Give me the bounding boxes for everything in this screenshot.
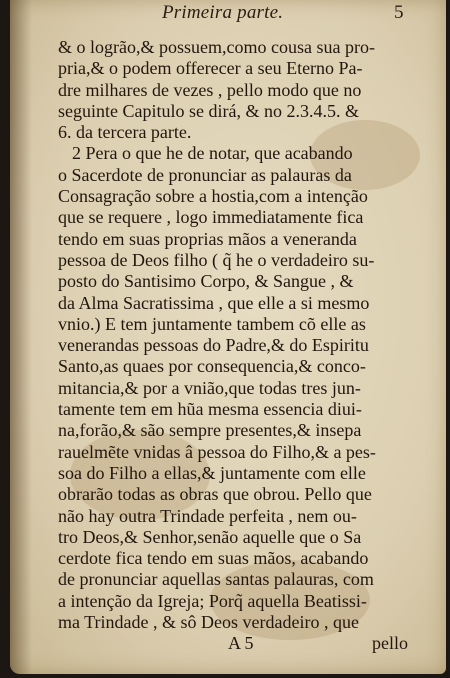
text-line: obrarão todas as obras que obrou. Pello que (58, 484, 372, 505)
text-line: vnio.) E tem juntamente tambem cõ elle as (58, 313, 366, 334)
text-line: de pronunciar aquellas santas palauras, com (58, 569, 374, 590)
text-line: mitancia,& por a vnião,que todas tres jun- (58, 377, 361, 398)
text-line: que se requere , logo immediatamente fica (58, 207, 364, 228)
text-line: soa do Filho a ellas,& juntamente com elle (58, 462, 366, 483)
text-line: tro Deos,& Senhor,senão aquelle que o Sa (58, 526, 362, 547)
text-line: & o logrão,& possuem,como cousa sua pro- (58, 37, 375, 57)
text-line: dre milhares de vezes , pello modo que no (58, 79, 362, 100)
text-line: venerandas pessoas do Padre,& do Espiritu (58, 335, 369, 356)
text-line: seguinte Capitulo se dirá, & no 2.3.4.5. & (58, 100, 359, 121)
text-line: tendo em suas proprias mãos a veneranda (58, 228, 357, 249)
text-line: na,forão,& são sempre presentes,& insepa (58, 420, 362, 441)
catchword: pello (372, 633, 408, 654)
text-line: ma Trindade , & sô Deos verdadeiro , que (58, 612, 359, 633)
text-line: a intenção da Igreja; Porq̃ aquella Beatissi- (58, 590, 367, 611)
text-line: rauelmẽte vnidas â pessoa do Filho,& a pes- (58, 441, 376, 462)
text-line: 6. da tercera parte. (58, 122, 192, 143)
text-line: posto do Santisimo Corpo, & Sangue , & (58, 271, 354, 292)
page-gutter-shadow (10, 0, 32, 674)
text-line: não hay outra Trindade perfeita , nem ou- (58, 505, 357, 526)
running-head: Primeira parte. (162, 2, 284, 23)
text-line: cerdote fica tendo em suas mãos, acabando (58, 548, 369, 569)
text-line: Consagração sobre a hostia,com a intenção (58, 186, 368, 207)
text-line: 2 Pera o que he de notar, que acabando (72, 143, 353, 164)
text-line: da Alma Sacratissima , que elle a si mesmo (58, 292, 370, 313)
footer-line (58, 633, 418, 654)
text-line: tamente tem em hũa mesma essencia diui- (58, 399, 362, 420)
page-number: 5 (394, 2, 404, 23)
text-line: pessoa de Deos filho ( q̃ he o verdadeiro su- (58, 249, 375, 270)
text-line: o Sacerdote de pronunciar as palauras da (58, 164, 352, 185)
text-block (58, 37, 418, 655)
signature-mark: A 5 (228, 633, 254, 654)
text-line: Santo,as quaes por consequencia,& conco- (58, 356, 366, 377)
text-line: pria,& o podem offerecer a seu Eterno Pa- (58, 58, 363, 79)
book-page (10, 0, 446, 674)
